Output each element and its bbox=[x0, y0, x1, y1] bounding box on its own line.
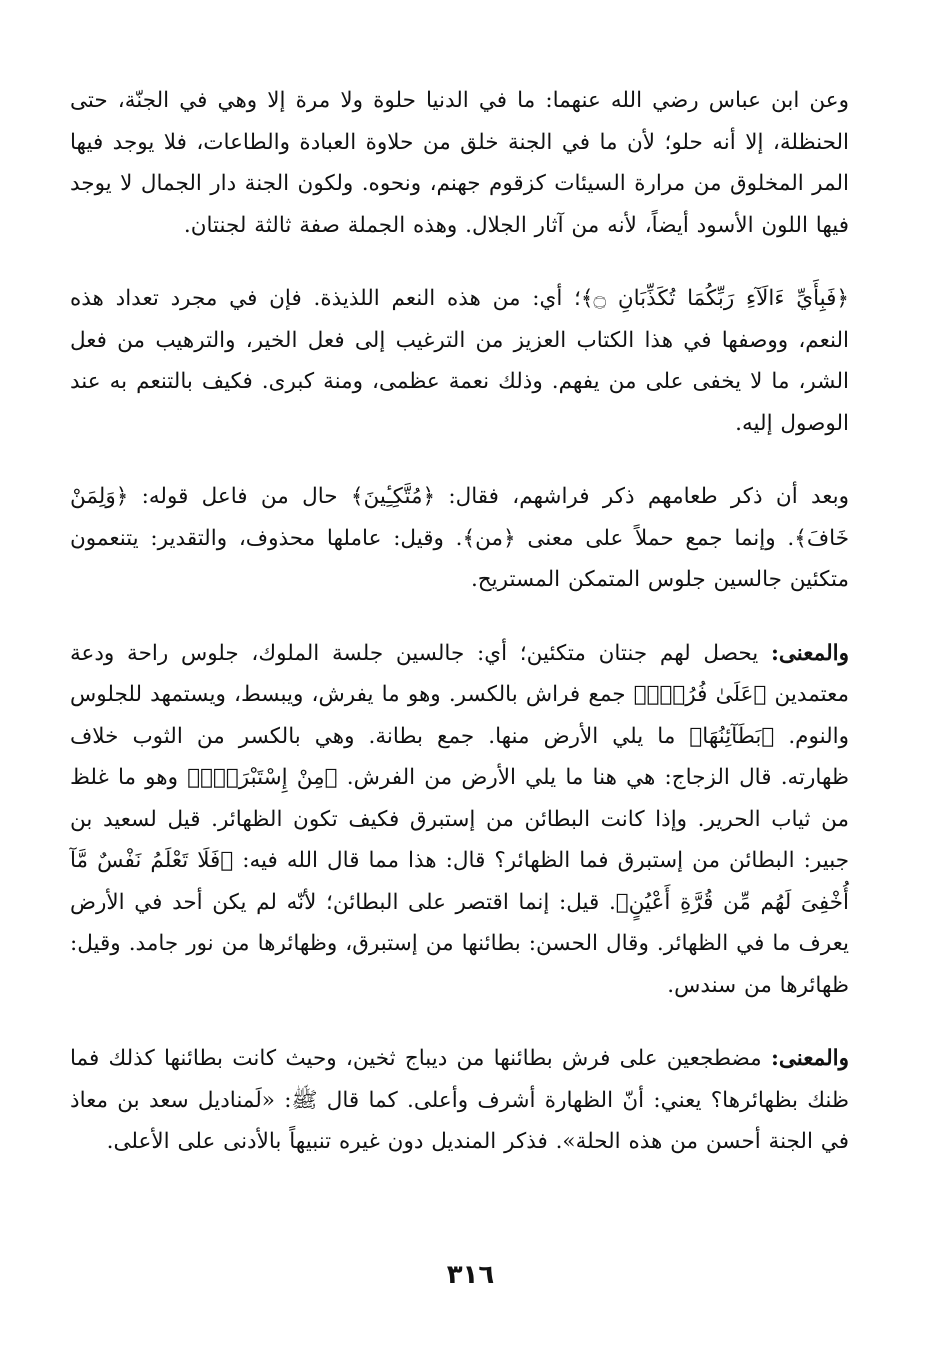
paragraph-4-lead: والمعنى: bbox=[770, 640, 849, 666]
paragraph-3 bbox=[70, 476, 849, 601]
paragraph-2-text: ﴿فَبِأَيِّ ءَالَآءِ رَبِّكُمَا تُكَذِّبَانِ ۝﴾؛ أي: من هذه النعم اللذيذة. فإن في مجرد تعداد هذه النعم، ووصفها في هذا الكتاب العزيز من الترغيب إلى فعل الخير، والترهيب من فعل الشر، ما لا يخفى على من يفهم. وذلك نعمة عظمى، ومنة كبرى. فكيف بالتنعم به عند الوصول إليه. bbox=[70, 286, 849, 436]
paragraph-2 bbox=[70, 278, 849, 444]
paragraph-1-text: وعن ابن عباس رضي الله عنهما: ما في الدنيا حلوة ولا مرة إلا وهي في الجنّة، حتى الحنظلة، إلا أنه حلو؛ لأن ما في الجنة خلق من حلاوة العبادة والطاعات، فلا يوجد فيها المر المخلوق من مرارة السيئات كزقوم جهنم، ونحوه. ولكون الجنة دار الجمال لا يوجد فيها اللون الأسود أيضاً، لأنه من آثار الجلال. وهذه الجملة صفة ثالثة لجنتان. bbox=[70, 88, 849, 238]
page-body bbox=[70, 80, 849, 1195]
paragraph-5-text: مضطجعين على فرش بطائنها من ديباج ثخين، وحيث كانت بطائنها كذلك فما ظنك بظهائرها؟ يعني: أنّ الظهارة أشرف وأعلى. كما قال ﷺ: «لَمناديل سعد بن معاذ في الجنة أحسن من هذه الحلة». فذكر المنديل دون غيره تنبيهاً بالأدنى على الأعلى. bbox=[70, 1046, 849, 1154]
paragraph-1 bbox=[70, 80, 849, 246]
paragraph-5-lead: والمعنى: bbox=[770, 1046, 849, 1071]
paragraph-4-text: يحصل لهم جنتان متكئين؛ أي: جالسين جلسة الملوك، جلوس راحة ودعة معتمدين ﴿عَلَىٰ فُرُشٍۭ﴾ جمع فراش بالكسر. وهو ما يفرش، ويبسط، ويستمهد للجلوس والنوم. ﴿بَطَآئِنُهَا﴾ ما يلي الأرض منها. جمع بطانة. وهي بالكسر من الثوب خلاف ظهارته. قال الزجاج: هي هنا ما يلي الأرض من الفرش. ﴿مِنْ إِسْتَبْرَقٍۚ﴾ وهو ما غلظ من ثياب الحرير. وإذا كانت البطائن من إستبرق فكيف تكون الظهائر. قيل لسعيد بن جبير: البطائن من إستبرق فما الظهائر؟ قال: هذا مما قال الله فيه: ﴿فَلَا تَعْلَمُ نَفْسٌ مَّآ أُخْفِىَ لَهُم مِّن قُرَّةِ أَعْيُنٍ﴾. قيل: إنما اقتصر على البطائن؛ لأنّه لم يكن أحد في الأرض يعرف ما في الظهائر. وقال الحسن: بطائنها من إستبرق، وظهائرها من نور جامد. وقيل: ظهائرها من سندس. bbox=[70, 640, 849, 998]
paragraph-5 bbox=[70, 1038, 849, 1163]
page-number: ٣١٦ bbox=[446, 1260, 495, 1290]
paragraph-3-text: وبعد أن ذكر طعامهم ذكر فراشهم، فقال: ﴿مُتَّكِـِٔينَ﴾ حال من فاعل قوله: ﴿وَلِمَنْ خَافَ﴾. وإنما جمع حملاً على معنى ﴿من﴾. وقيل: عاملها محذوف، والتقدير: يتنعمون متكئين جالسين جلوس المتمكن المستريح. bbox=[70, 484, 849, 592]
paragraph-4 bbox=[70, 633, 849, 1007]
